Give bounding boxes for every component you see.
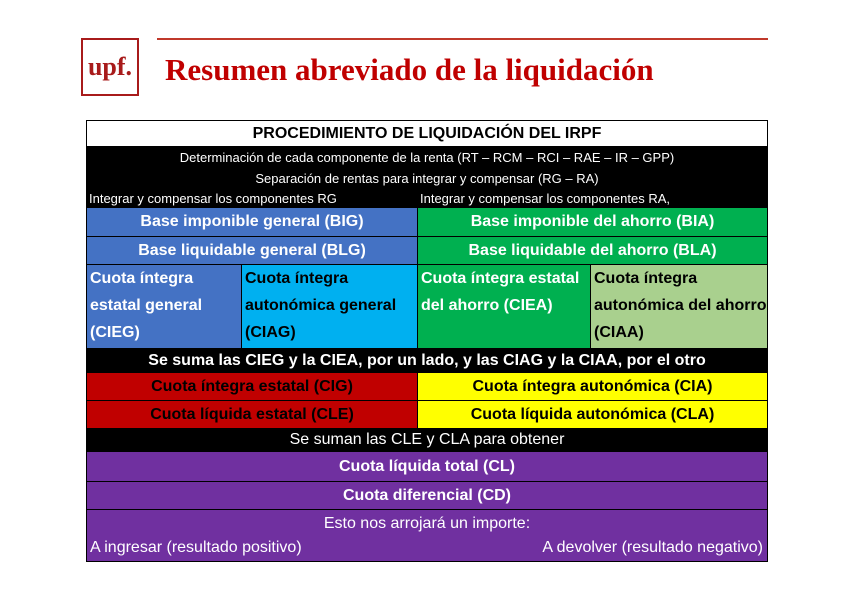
table-header-row [87, 121, 767, 146]
negative-result-text: A devolver (resultado negativo) [542, 539, 763, 556]
bia-cell: Base imponible del ahorro (BIA) [417, 208, 767, 236]
positive-result-text: A ingresar (resultado positivo) [90, 539, 302, 556]
integrate-rg-text: Integrar y compensar los componentes RG [89, 190, 337, 206]
base-liquidable-row [87, 236, 767, 264]
irpf-table [86, 120, 768, 562]
cig-cell: Cuota íntegra estatal (CIG) [87, 373, 417, 400]
ciea-cell: Cuota íntegra estatal del ahorro (CIEA) [417, 265, 590, 348]
logo-text: upf. [87, 52, 133, 81]
cd-cell: Cuota diferencial (CD) [342, 486, 511, 504]
step1-row [87, 146, 767, 168]
integrate-ra-text: Integrar y compensar los componentes RA, [420, 190, 671, 206]
step2-row [87, 168, 767, 188]
bla-cell: Base liquidable del ahorro (BLA) [417, 237, 767, 264]
ciag-cell: Cuota íntegra autonómica general (CIAG) [241, 265, 417, 348]
cd-row [87, 481, 767, 509]
cl-cell: Cuota líquida total (CL) [339, 457, 515, 475]
sum-note-row [87, 348, 767, 373]
cia-cell: Cuota íntegra autonómica (CIA) [417, 373, 767, 400]
step1-text: Determinación de cada componente de la renta (RT – RCM – RCI – RAE – IR – GPP) [179, 149, 675, 165]
cuota-liquida-row [87, 400, 767, 428]
cle-cell: Cuota líquida estatal (CLE) [87, 401, 417, 428]
result-row [87, 509, 767, 561]
step2-text: Separación de rentas para integrar y compensar (RG – RA) [255, 170, 599, 186]
cieg-cell: Cuota íntegra estatal general (CIEG) [87, 265, 241, 348]
upf-logo [81, 38, 139, 96]
cuota-integra-total-row [87, 373, 767, 400]
table-header: PROCEDIMIENTO DE LIQUIDACIÓN DEL IRPF [252, 124, 602, 142]
result-note-text: Esto nos arrojará un importe: [323, 515, 531, 532]
ciaa-cell: Cuota íntegra autonómica del ahorro (CIAA) [590, 265, 767, 348]
cuota-integra-row [87, 264, 767, 348]
header-rule [157, 38, 768, 40]
base-imponible-row [87, 208, 767, 236]
cl-row [87, 452, 767, 481]
page-title: Resumen abreviado de la liquidación [165, 52, 654, 87]
cla-cell: Cuota líquida autonómica (CLA) [417, 401, 767, 428]
big-cell: Base imponible general (BIG) [87, 208, 417, 236]
blg-cell: Base liquidable general (BLG) [87, 237, 417, 264]
integrate-row [87, 188, 767, 208]
sum-cl-note-row [87, 428, 767, 452]
sum-note-text: Se suma las CIEG y la CIEA, por un lado, y las CIAG y la CIAA, por el otro [148, 351, 706, 369]
sum-cl-note-text: Se suman las CLE y CLA para obtener [289, 431, 565, 448]
